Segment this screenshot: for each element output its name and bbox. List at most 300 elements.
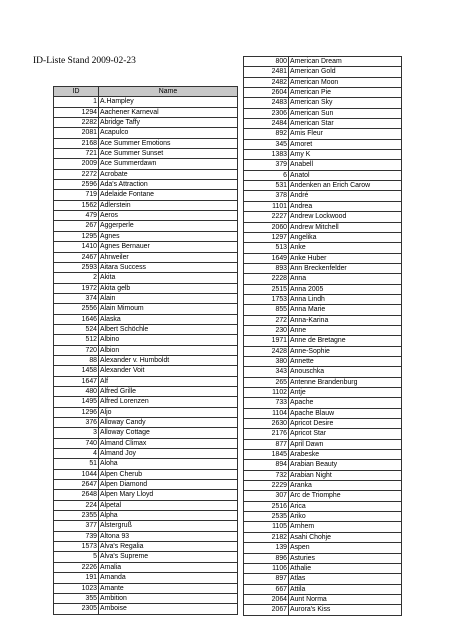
id-cell: 531: [244, 181, 289, 191]
name-cell: Ambition: [99, 593, 238, 603]
table-row: [244, 243, 402, 253]
table-row: [54, 480, 238, 490]
id-cell: 2229: [244, 481, 289, 491]
id-cell: 5: [54, 552, 99, 562]
name-cell: Alain Mimoum: [99, 304, 238, 314]
name-cell: Aspen: [289, 543, 402, 553]
id-cell: 265: [244, 377, 289, 387]
name-cell: American Moon: [289, 77, 402, 87]
table-body-right: [244, 57, 402, 616]
name-cell: Alpha: [99, 511, 238, 521]
name-cell: Atlas: [289, 574, 402, 584]
name-cell: Apache Blauw: [289, 408, 402, 418]
id-cell: 139: [244, 543, 289, 553]
table-row: [244, 450, 402, 460]
table-row: [244, 108, 402, 118]
name-cell: Amy K: [289, 150, 402, 160]
name-cell: Arc de Triomphe: [289, 491, 402, 501]
id-cell: 721: [54, 149, 99, 159]
table-row: [244, 439, 402, 449]
name-cell: Aunt Norma: [289, 594, 402, 604]
table-row: [54, 593, 238, 603]
id-cell: 896: [244, 553, 289, 563]
table-row: [244, 460, 402, 470]
table-row: [244, 419, 402, 429]
id-cell: 892: [244, 129, 289, 139]
table-row: [244, 263, 402, 273]
id-cell: 2596: [54, 180, 99, 190]
name-cell: Anne-Sophie: [289, 346, 402, 356]
table-row: [54, 449, 238, 459]
name-cell: Arabeske: [289, 450, 402, 460]
table-row: [244, 336, 402, 346]
id-cell: 1753: [244, 294, 289, 304]
table-row: [54, 262, 238, 272]
id-cell: 6: [244, 170, 289, 180]
id-cell: 524: [54, 324, 99, 334]
table-row: [54, 97, 238, 107]
table-row: [54, 169, 238, 179]
name-cell: Ace Summer Emotions: [99, 138, 238, 148]
table-row: [54, 490, 238, 500]
id-cell: 893: [244, 263, 289, 273]
name-cell: Ann Breckenfelder: [289, 263, 402, 273]
table-row: [244, 470, 402, 480]
id-cell: 512: [54, 335, 99, 345]
id-cell: 2228: [244, 274, 289, 284]
id-cell: 307: [244, 491, 289, 501]
id-cell: 2481: [244, 67, 289, 77]
name-cell: Alloway Candy: [99, 418, 238, 428]
id-cell: 2009: [54, 159, 99, 169]
document-title: ID-Liste Stand 2009-02-23: [33, 56, 136, 66]
id-cell: 1647: [54, 376, 99, 386]
id-cell: 2306: [244, 108, 289, 118]
name-cell: Annette: [289, 356, 402, 366]
table-row: [244, 57, 402, 67]
name-cell: Aljo: [99, 407, 238, 417]
table-row: [54, 407, 238, 417]
name-cell: Akita: [99, 273, 238, 283]
table-row: [244, 388, 402, 398]
table-row: [244, 346, 402, 356]
name-cell: Alloway Cottage: [99, 428, 238, 438]
id-cell: 2516: [244, 501, 289, 511]
id-cell: 88: [54, 355, 99, 365]
name-cell: Alexander Voit: [99, 366, 238, 376]
id-cell: 1295: [54, 231, 99, 241]
id-cell: 2: [54, 273, 99, 283]
table-row: [54, 552, 238, 562]
table-row: [244, 512, 402, 522]
table-row: [54, 500, 238, 510]
name-cell: Asahi Chohje: [289, 532, 402, 542]
id-cell: 732: [244, 470, 289, 480]
table-row: [244, 170, 402, 180]
table-row: [244, 212, 402, 222]
table-row: [244, 294, 402, 304]
name-cell: Apricot Star: [289, 429, 402, 439]
id-cell: 2535: [244, 512, 289, 522]
name-cell: Andrew Mitchell: [289, 222, 402, 232]
name-cell: Alpen Cherub: [99, 469, 238, 479]
id-cell: 1044: [54, 469, 99, 479]
name-cell: Aachener Karneval: [99, 107, 238, 117]
id-cell: 1102: [244, 388, 289, 398]
table-row: [244, 315, 402, 325]
id-cell: 345: [244, 139, 289, 149]
name-cell: Amalia: [99, 562, 238, 572]
id-cell: 230: [244, 325, 289, 335]
name-cell: Arica: [289, 501, 402, 511]
id-cell: 1972: [54, 283, 99, 293]
id-cell: 224: [54, 500, 99, 510]
id-cell: 733: [244, 398, 289, 408]
table-row: [54, 107, 238, 117]
table-row: [54, 149, 238, 159]
name-cell: Agnes Bernauer: [99, 242, 238, 252]
name-cell: Arabian Beauty: [289, 460, 402, 470]
id-cell: 2081: [54, 128, 99, 138]
table-row: [54, 438, 238, 448]
id-cell: 800: [244, 57, 289, 67]
name-cell: Andrew Lockwood: [289, 212, 402, 222]
id-cell: 1: [54, 97, 99, 107]
name-cell: Amanda: [99, 573, 238, 583]
id-cell: 1106: [244, 563, 289, 573]
name-cell: Antje: [289, 388, 402, 398]
table-row: [244, 543, 402, 553]
id-cell: 740: [54, 438, 99, 448]
id-cell: 480: [54, 386, 99, 396]
name-cell: Anna 2005: [289, 284, 402, 294]
name-cell: Attila: [289, 584, 402, 594]
name-cell: Apricot Desire: [289, 419, 402, 429]
name-cell: American Pie: [289, 88, 402, 98]
table-row: [244, 325, 402, 335]
table-row: [54, 469, 238, 479]
name-cell: Aloha: [99, 459, 238, 469]
table-row: [54, 397, 238, 407]
id-table-right: [243, 56, 402, 616]
id-cell: 2647: [54, 480, 99, 490]
table-row: [54, 128, 238, 138]
name-cell: Amis Fleur: [289, 129, 402, 139]
name-cell: Anna Marie: [289, 305, 402, 315]
table-row: [244, 160, 402, 170]
name-cell: Anke Huber: [289, 253, 402, 263]
name-cell: Abridge Taffy: [99, 118, 238, 128]
table-row: [244, 398, 402, 408]
table-row: [244, 305, 402, 315]
name-cell: Almand Joy: [99, 449, 238, 459]
id-cell: 1101: [244, 201, 289, 211]
id-cell: 2305: [54, 604, 99, 614]
name-cell: Anouschka: [289, 367, 402, 377]
name-cell: American Sky: [289, 98, 402, 108]
table-row: [54, 418, 238, 428]
id-cell: 720: [54, 345, 99, 355]
id-cell: 1297: [244, 232, 289, 242]
table-row: [54, 376, 238, 386]
name-cell: Anatol: [289, 170, 402, 180]
name-cell: Arabian Night: [289, 470, 402, 480]
name-cell: Anne: [289, 325, 402, 335]
name-cell: Alaska: [99, 314, 238, 324]
name-cell: Alpen Mary Lloyd: [99, 490, 238, 500]
table-row: [244, 574, 402, 584]
table-row: [54, 366, 238, 376]
table-row: [54, 521, 238, 531]
id-cell: 374: [54, 293, 99, 303]
id-cell: 2282: [54, 118, 99, 128]
table-row: [244, 274, 402, 284]
name-cell: Alva's Supreme: [99, 552, 238, 562]
name-cell: American Dream: [289, 57, 402, 67]
id-cell: 380: [244, 356, 289, 366]
table-row: [244, 98, 402, 108]
id-cell: 377: [54, 521, 99, 531]
name-cell: Anna: [289, 274, 402, 284]
id-cell: 376: [54, 418, 99, 428]
id-cell: 1646: [54, 314, 99, 324]
name-cell: Akita gelb: [99, 283, 238, 293]
name-cell: Anke: [289, 243, 402, 253]
name-cell: Albion: [99, 345, 238, 355]
name-cell: Amoret: [289, 139, 402, 149]
name-cell: Ace Summer Sunset: [99, 149, 238, 159]
name-cell: Aitara Success: [99, 262, 238, 272]
id-column-header: ID: [54, 87, 99, 97]
id-cell: 1495: [54, 397, 99, 407]
id-cell: 2226: [54, 562, 99, 572]
name-cell: Ada's Attraction: [99, 180, 238, 190]
name-cell: Albert Schöchle: [99, 324, 238, 334]
table-row: [244, 377, 402, 387]
name-cell: American Gold: [289, 67, 402, 77]
id-cell: 267: [54, 221, 99, 231]
id-cell: 272: [244, 315, 289, 325]
name-cell: Adelaide Fontane: [99, 190, 238, 200]
id-cell: 2176: [244, 429, 289, 439]
table-row: [244, 119, 402, 129]
table-row: [244, 367, 402, 377]
table-row: [54, 138, 238, 148]
id-cell: 2482: [244, 77, 289, 87]
id-cell: 1573: [54, 542, 99, 552]
name-cell: Amboise: [99, 604, 238, 614]
name-cell: Alva's Regalia: [99, 542, 238, 552]
table-row: [54, 324, 238, 334]
table-row: [244, 139, 402, 149]
id-cell: 1562: [54, 200, 99, 210]
name-cell: Alain: [99, 293, 238, 303]
table-row: [54, 511, 238, 521]
table-row: [54, 190, 238, 200]
name-cell: Andrea: [289, 201, 402, 211]
table-row: [244, 522, 402, 532]
table-row: [54, 242, 238, 252]
table-row: [244, 191, 402, 201]
table-row: [54, 159, 238, 169]
name-cell: Ariko: [289, 512, 402, 522]
name-cell: Aurora's Kiss: [289, 605, 402, 615]
name-cell: Acapulco: [99, 128, 238, 138]
name-cell: Agnes: [99, 231, 238, 241]
table-row: [244, 356, 402, 366]
id-cell: 343: [244, 367, 289, 377]
table-row: [54, 428, 238, 438]
id-cell: 2060: [244, 222, 289, 232]
table-row: [244, 284, 402, 294]
name-cell: A.Hampley: [99, 97, 238, 107]
id-cell: 877: [244, 439, 289, 449]
name-cell: Alpen Diamond: [99, 480, 238, 490]
id-cell: 1104: [244, 408, 289, 418]
table-row: [54, 355, 238, 365]
name-cell: Alexander v. Humboldt: [99, 355, 238, 365]
id-cell: 2182: [244, 532, 289, 542]
name-cell: Anabell: [289, 160, 402, 170]
id-cell: 2067: [244, 605, 289, 615]
name-cell: Alfred Lorenzen: [99, 397, 238, 407]
name-cell: American Sun: [289, 108, 402, 118]
table-row: [244, 491, 402, 501]
table-row: [244, 553, 402, 563]
table-row: [54, 293, 238, 303]
id-cell: 191: [54, 573, 99, 583]
id-cell: 1023: [54, 583, 99, 593]
id-cell: 719: [54, 190, 99, 200]
id-cell: 1845: [244, 450, 289, 460]
id-cell: 894: [244, 460, 289, 470]
table-row: [244, 605, 402, 615]
name-cell: Ahrweiler: [99, 252, 238, 262]
name-cell: Aggerperle: [99, 221, 238, 231]
table-row: [54, 531, 238, 541]
id-cell: 2355: [54, 511, 99, 521]
name-cell: Almand Climax: [99, 438, 238, 448]
table-row: [54, 604, 238, 614]
table-row: [54, 542, 238, 552]
table-row: [244, 201, 402, 211]
table-row: [54, 252, 238, 262]
id-cell: 1294: [54, 107, 99, 117]
id-cell: 1649: [244, 253, 289, 263]
table-row: [54, 180, 238, 190]
table-row: [54, 573, 238, 583]
table-row: [244, 232, 402, 242]
name-cell: Anna Lindh: [289, 294, 402, 304]
id-cell: 2168: [54, 138, 99, 148]
id-cell: 1296: [54, 407, 99, 417]
name-cell: Alstergruß: [99, 521, 238, 531]
table-row: [244, 584, 402, 594]
table-row: [54, 386, 238, 396]
table-row: [54, 583, 238, 593]
id-cell: 2428: [244, 346, 289, 356]
name-cell: Asturies: [289, 553, 402, 563]
name-cell: Angelika: [289, 232, 402, 242]
name-cell: Anne de Bretagne: [289, 336, 402, 346]
name-cell: Acrobate: [99, 169, 238, 179]
table-row: [54, 211, 238, 221]
id-cell: 4: [54, 449, 99, 459]
table-row: [244, 181, 402, 191]
id-cell: 897: [244, 574, 289, 584]
name-cell: André: [289, 191, 402, 201]
name-cell: Arnhem: [289, 522, 402, 532]
table-row: [54, 314, 238, 324]
table-row: [244, 88, 402, 98]
id-cell: 2648: [54, 490, 99, 500]
table-row: [244, 222, 402, 232]
id-cell: 855: [244, 305, 289, 315]
name-cell: American Star: [289, 119, 402, 129]
id-cell: 51: [54, 459, 99, 469]
id-cell: 2467: [54, 252, 99, 262]
name-cell: Ace Summerdawn: [99, 159, 238, 169]
table-row: [54, 273, 238, 283]
name-cell: Alpetal: [99, 500, 238, 510]
id-cell: 1105: [244, 522, 289, 532]
id-cell: 1458: [54, 366, 99, 376]
name-cell: Apache: [289, 398, 402, 408]
name-cell: Antenne Brandenburg: [289, 377, 402, 387]
name-cell: Adlerstein: [99, 200, 238, 210]
table-row: [244, 67, 402, 77]
id-cell: 2515: [244, 284, 289, 294]
name-cell: April Dawn: [289, 439, 402, 449]
id-cell: 2556: [54, 304, 99, 314]
table-row: [54, 283, 238, 293]
id-cell: 2484: [244, 119, 289, 129]
table-row: [54, 459, 238, 469]
table-row: [54, 231, 238, 241]
id-cell: 1383: [244, 150, 289, 160]
name-cell: Andenken an Erich Carow: [289, 181, 402, 191]
id-cell: 2630: [244, 419, 289, 429]
table-row: [244, 253, 402, 263]
name-cell: Amante: [99, 583, 238, 593]
id-cell: 379: [244, 160, 289, 170]
table-header-row: [54, 87, 238, 97]
table-row: [244, 532, 402, 542]
table-row: [244, 429, 402, 439]
table-row: [244, 481, 402, 491]
table-row: [244, 408, 402, 418]
table-row: [54, 200, 238, 210]
table-body-left: [54, 97, 238, 614]
id-cell: 479: [54, 211, 99, 221]
id-cell: 739: [54, 531, 99, 541]
id-cell: 2593: [54, 262, 99, 272]
table-row: [54, 562, 238, 572]
table-row: [244, 594, 402, 604]
name-cell: Altona 93: [99, 531, 238, 541]
table-row: [244, 150, 402, 160]
table-row: [54, 345, 238, 355]
name-cell: Alf: [99, 376, 238, 386]
name-cell: Aranka: [289, 481, 402, 491]
table-row: [244, 129, 402, 139]
id-cell: 2227: [244, 212, 289, 222]
name-cell: Alfred Grille: [99, 386, 238, 396]
id-cell: 513: [244, 243, 289, 253]
name-cell: Athalie: [289, 563, 402, 573]
id-table-left: [53, 86, 238, 615]
table-row: [54, 118, 238, 128]
